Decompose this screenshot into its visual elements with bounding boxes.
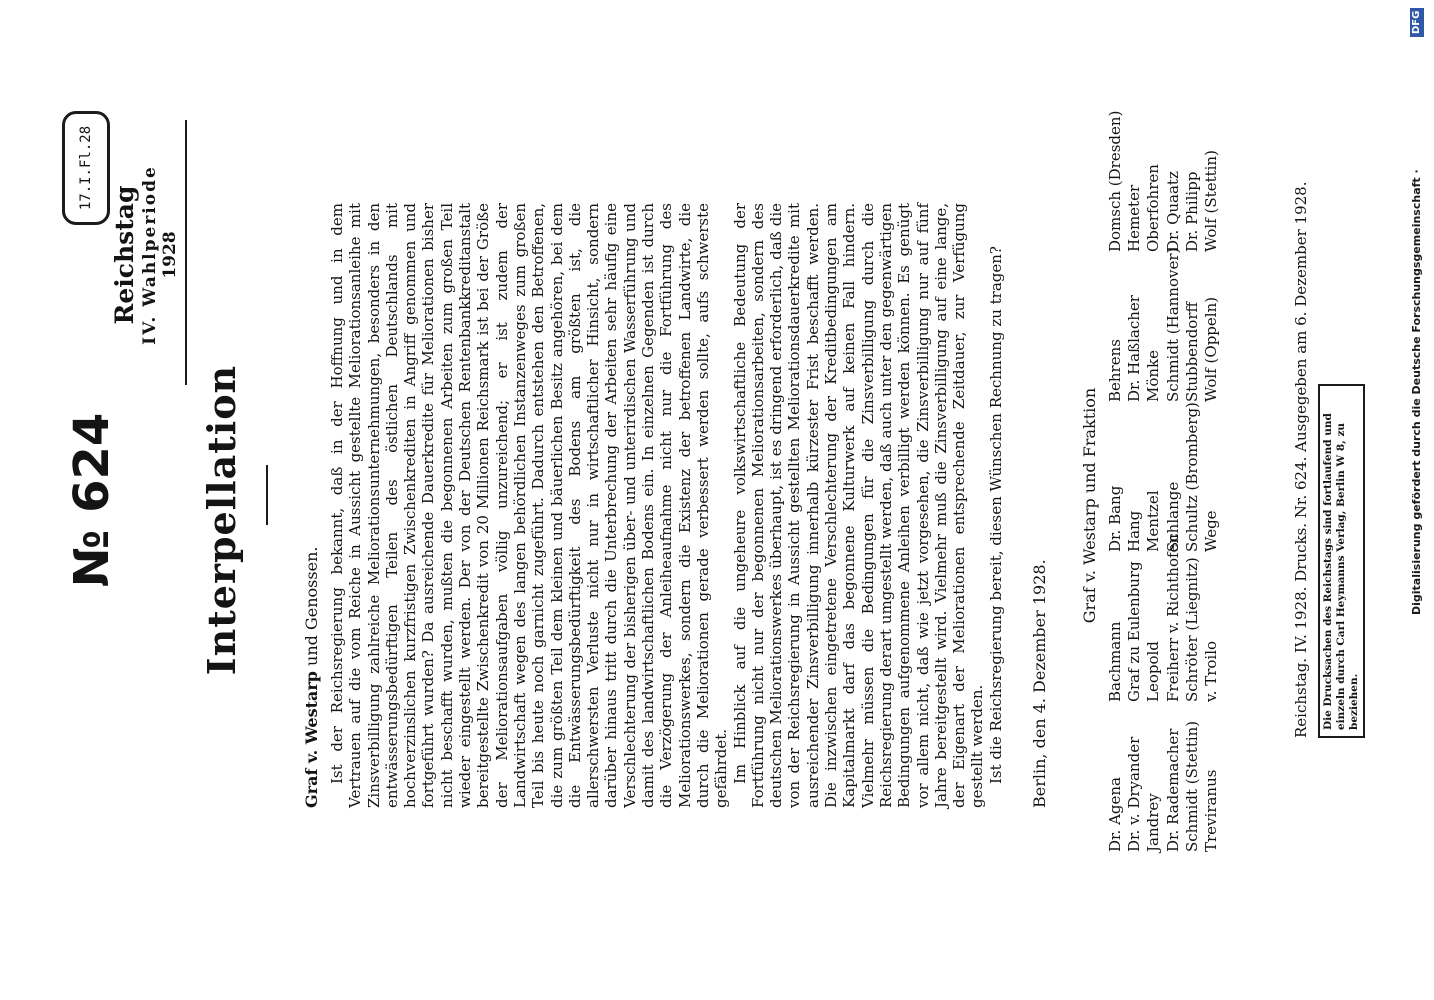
signer-name: Wege	[1202, 510, 1221, 552]
masthead-year: 1928	[160, 231, 180, 279]
legislative-period: IV. Wahlperiode	[140, 165, 160, 345]
footer-distribution-note: Die Drucksachen des Reichstags sind fortlaufend und einzeln durch Carl Heymanns Verlag, Berlin W 8, zu beziehen.	[1318, 384, 1365, 738]
authors-suffix: und Genossen.	[302, 546, 321, 666]
signer-name: Freiherr v. Richthofen	[1163, 533, 1182, 702]
signer-name: v. Troilo	[1202, 640, 1221, 702]
signers-heading: Graf v. Westarp und Fraktion	[1080, 387, 1099, 624]
signer-name: Schultz (Bromberg)	[1182, 402, 1201, 552]
lead-author: Graf v. Westarp	[302, 671, 321, 808]
signer-name: Schmidt (Hannover)	[1163, 247, 1182, 402]
signer-name: Hang	[1125, 510, 1144, 552]
body-question: Ist die Reichsregierung bereit, diesen Wünschen Rechnung zu tragen?	[986, 246, 1005, 784]
masthead-divider	[185, 120, 187, 385]
body-paragraph: Im Hinblick auf die ungeheure volkswirtschaftliche Bedeutung der Fortführung nicht nur der begonnenen Meliorationsarbeiten, sondern des deutschen Meliorationswerkes überhaupt, ist es dringend erforderlich, daß die von der Reichsregierung in Aussicht gestellten Meliorationsdauerkredite mit ausreichender Zinsverbilligung innerhalb kürzester Frist beschafft werden. Die inzwischen eingetretene Verschlechterung der Kreditbedingungen am Kapitalmarkt darf das begonnene Kulturwerk auf keinen Fall hindern. Vielmehr müssen die Bedingungen für die Zinsverbilligung durch die Reichsregierung derart umgestellt werden, daß auch unter den gegenwärtigen Bedingungen aufgenommene Anleihen verbilligt werden können. Es genügt vor allem nicht, daß wie jetzt vorgesehen, die Zinsverbilligung nur auf fünf Jahre bereitgestellt wird. Vielmehr muß die Zinsverbilligung auf eine lange, der Eigenart der Meliorationen entsprechende Zeitdauer, zur Verfügung gestellt werden.	[730, 203, 987, 808]
body-paragraph: Ist der Reichsregierung bekannt, daß in der Hoffnung und in dem Vertrauen auf die vom Reiche in Aussicht gestellte Meliorationsanleihe mit Zinsverbilligung zahlreiche Meliorationsunternehmungen, besonders in den entwässerungsbedürftigen Teilen des östlichen Deutschlands mit hochverzinslichen kurzfristigen Zwischenkrediten in Angriff genommen und fortgeführt wurden? Da ausreichende Dauerkredite für Meliorationen bisher nicht beschafft wurden, mußten die begonnenen Arbeiten zum großen Teil wieder eingestellt werden. Der von der Deutschen Rentenbankkreditanstalt bereitgestellte Zwischenkredit von 20 Millionen Reichsmark ist bei der Größe der Meliorationsaufgaben völlig unzureichend; er ist zudem der Landwirtschaft wegen des langen behördlichen Instanzenweges zum großen Teil bis heute noch garnicht zugeführt. Dadurch entstehen den Betroffenen, die zum größten Teil dem kleinen und bäuerlichen Besitz angehören, bei dem die Entwässerungsbedürftigkeit des Bodens am größten ist, die allerschwersten Verluste nicht nur in wirtschaftlicher Hinsicht, sondern darüber hinaus tritt durch die Unterbrechung der Arbeiten sehr häufig eine Verschlechterung der bisherigen über- und unterirdischen Wasserführung und damit des landwirtschaftlichen Bodens ein. In einzelnen Gegenden ist durch die Verzögerung der Anleiheaufnahme nicht nur die Fortführung des Meliorationswerkes, sondern die Existenz der betroffenen Landwirte, die durch die Meliorationen gerade verbessert werden sollte, aufs schwerste gefährdet.	[328, 203, 731, 808]
signer-name: Dr. Haßlacher	[1125, 295, 1144, 402]
signer-name: Dr. Philipp	[1182, 171, 1201, 252]
signer-name: Treviranus	[1202, 769, 1221, 852]
masthead	[110, 110, 180, 400]
signer-name: Dr. Agena	[1106, 777, 1124, 852]
signer-name: Behrens	[1106, 339, 1124, 402]
interpellation-body	[328, 203, 1005, 808]
signer-name: Dr. v. Dryander	[1125, 736, 1144, 852]
date-line: Berlin, den 4. Dezember 1928.	[1030, 559, 1049, 808]
signer-name: Mentzel	[1144, 490, 1163, 552]
signer-name: Mönke	[1144, 349, 1163, 402]
document-type-title: Interpellation	[199, 364, 244, 676]
authors-line	[302, 547, 322, 808]
signer-name: Stubbendorff	[1182, 301, 1201, 402]
signers-list	[1106, 112, 1221, 852]
signer-name: Hemeter	[1125, 184, 1144, 252]
archive-stamp: 17.I.Fl.28	[62, 111, 110, 225]
signer-name: Dr. Bang	[1106, 485, 1124, 552]
signer-name: Wolf (Stettin)	[1202, 150, 1221, 252]
signer-name: Bachmann	[1106, 621, 1124, 702]
signer-name: Dr. Rademacher	[1163, 728, 1182, 852]
signer-name: Domsch (Dresden)	[1106, 110, 1124, 252]
signer-name: Dr. Quaatz	[1163, 171, 1182, 252]
title-divider	[266, 465, 268, 525]
footer-publication-line: Reichstag. IV. 1928. Drucks. Nr. 624. Ausgegeben am 6. Dezember 1928.	[1292, 181, 1310, 738]
signer-name: Leopold	[1144, 641, 1163, 702]
dfg-logo-badge: DFG	[1410, 8, 1424, 37]
parliament-name: Reichstag	[110, 185, 139, 325]
digitization-credit: Digitalisierung gefördert durch die Deutsche Forschungsgemeinschaft ·	[1410, 169, 1423, 615]
signer-name: Schmidt (Stettin)	[1182, 720, 1201, 852]
signer-name: Schlange	[1163, 481, 1182, 552]
signer-name: Schröter (Liegnitz)	[1182, 557, 1201, 702]
signer-name: Jandrey	[1144, 793, 1163, 852]
document-number: № 624	[64, 412, 120, 588]
signer-name: Oberfohren	[1144, 164, 1163, 252]
signer-name: Graf zu Eulenburg	[1125, 561, 1144, 702]
signer-name: Wolf (Oppeln)	[1202, 296, 1221, 402]
